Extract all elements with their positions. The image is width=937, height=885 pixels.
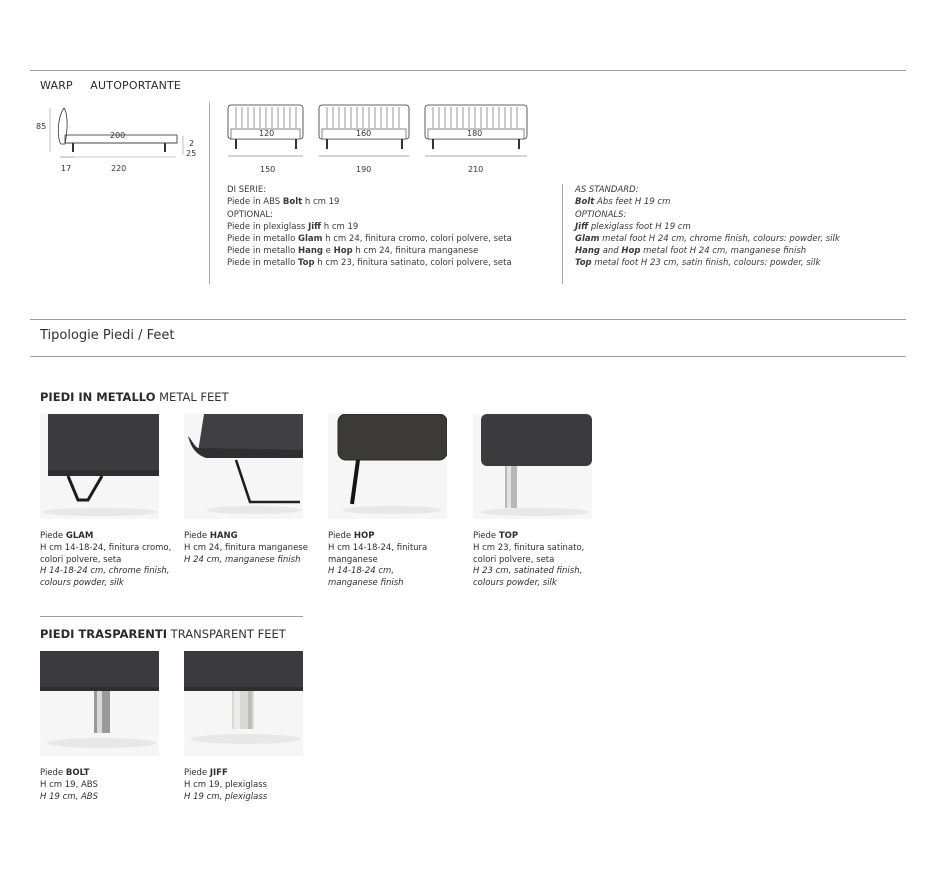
bolt-it-1: H cm 19, ABS [40, 779, 98, 790]
specs-en-standard-title: AS STANDARD: [575, 185, 639, 195]
top-caption [473, 531, 608, 590]
specs-en-line-1: Jiff plexiglass foot H 19 cm [575, 222, 691, 232]
side-bottom-dim-label: 25 [186, 149, 197, 158]
specs-it-line-3: Piede in metallo Hang e Hop h cm 24, finitura manganese [227, 246, 479, 256]
front-180-outer-label: 210 [468, 165, 484, 174]
jiff-it-1: H cm 19, plexiglass [184, 779, 268, 790]
jiff-photo [184, 651, 303, 756]
hang-name: Piede HANG [184, 531, 238, 541]
metal-feet-title: PIEDI IN METALLO METAL FEET [40, 390, 229, 404]
jiff-name: Piede JIFF [184, 768, 228, 778]
specs-en-line-3: Hang and Hop metal foot H 24 cm, manganese finish [575, 246, 807, 256]
hop-it-1: H cm 14-18-24, finitura [328, 542, 428, 553]
glam-it-1: H cm 14-18-24, finitura cromo, [40, 542, 172, 553]
glam-en-2: colours powder, silk [40, 578, 124, 589]
side-top-dim-label: 2 [189, 139, 195, 148]
front-160-outer-label: 190 [356, 165, 372, 174]
bolt-en-1: H 19 cm, ABS [40, 791, 99, 802]
side-head-label: 17 [61, 164, 72, 173]
feet-top-rule [30, 319, 906, 320]
top-en-2: colours powder, silk [473, 578, 557, 589]
side-mattress-label: 200 [110, 131, 126, 140]
hang-photo [184, 414, 303, 519]
specs-it-optional-title: OPTIONAL: [227, 210, 273, 220]
model-name: WARP [40, 79, 73, 92]
specs-italian [227, 184, 557, 269]
top-it-2: colori polvere, seta [473, 554, 555, 565]
jiff-en-1: H 19 cm, plexiglass [184, 791, 268, 802]
specs-english [575, 184, 905, 269]
model-type: AUTOPORTANTE [90, 79, 182, 92]
model-title [40, 79, 181, 92]
front-120-inner-label: 120 [259, 129, 275, 138]
top-it-1: H cm 23, finitura satinato, [473, 542, 585, 553]
side-length-label: 220 [111, 164, 127, 173]
transparent-feet-title: PIEDI TRASPARENTI TRANSPARENT FEET [40, 627, 286, 641]
specs-en-line-4: Top metal foot H 23 cm, satin finish, colours: powder, silk [575, 258, 821, 268]
side-view-svg [48, 100, 208, 170]
top-photo [473, 414, 592, 519]
front-120-outer-label: 150 [260, 165, 276, 174]
hang-it-1: H cm 24, finitura manganese [184, 542, 308, 553]
hop-photo [328, 414, 447, 519]
specs-it-line-1: Piede in plexiglass Jiff h cm 19 [227, 222, 359, 232]
hang-caption [184, 531, 319, 566]
hop-caption [328, 531, 463, 590]
specs-en-line-2: Glam metal foot H 24 cm, chrome finish, colours: powder, silk [575, 234, 840, 244]
jiff-caption [184, 768, 319, 803]
top-en-1: H 23 cm, satinated finish, [473, 566, 583, 577]
front-180-inner-label: 180 [467, 129, 483, 138]
glam-photo [40, 414, 159, 519]
glam-name: Piede GLAM [40, 531, 94, 541]
front-160-inner-label: 160 [356, 129, 372, 138]
vertical-divider [209, 102, 210, 284]
top-rule [30, 70, 906, 71]
glam-caption [40, 531, 175, 590]
glam-en-1: H 14-18-24 cm, chrome finish, [40, 566, 170, 577]
bolt-name: Piede BOLT [40, 768, 90, 778]
hang-en-1: H 24 cm, manganese finish [184, 554, 301, 565]
specs-en-optional-title: OPTIONALS: [575, 210, 627, 220]
side-height-label: 85 [36, 122, 47, 131]
feet-bottom-rule [30, 356, 906, 357]
bolt-photo [40, 651, 159, 756]
hop-en-1: H 14-18-24 cm, [328, 566, 395, 577]
specs-it-line-4: Piede in metallo Top h cm 23, finitura satinato, colori polvere, seta [227, 258, 512, 268]
vertical-divider-2 [562, 184, 563, 284]
bolt-caption [40, 768, 175, 803]
specs-it-line-2: Piede in metallo Glam h cm 24, finitura cromo, colori polvere, seta [227, 234, 512, 244]
specs-it-standard-title: DI SERIE: [227, 185, 267, 195]
hop-name: Piede HOP [328, 531, 375, 541]
transparent-rule [40, 616, 303, 617]
hop-en-2: manganese finish [328, 578, 404, 589]
specs-it-standard-line: Piede in ABS Bolt h cm 19 [227, 197, 340, 207]
feet-section-title: Tipologie Piedi / Feet [40, 328, 175, 343]
top-name: Piede TOP [473, 531, 519, 541]
hop-it-2: manganese [328, 554, 378, 565]
glam-it-2: colori polvere, seta [40, 554, 122, 565]
specs-en-standard-line: Bolt Abs feet H 19 cm [575, 197, 671, 207]
